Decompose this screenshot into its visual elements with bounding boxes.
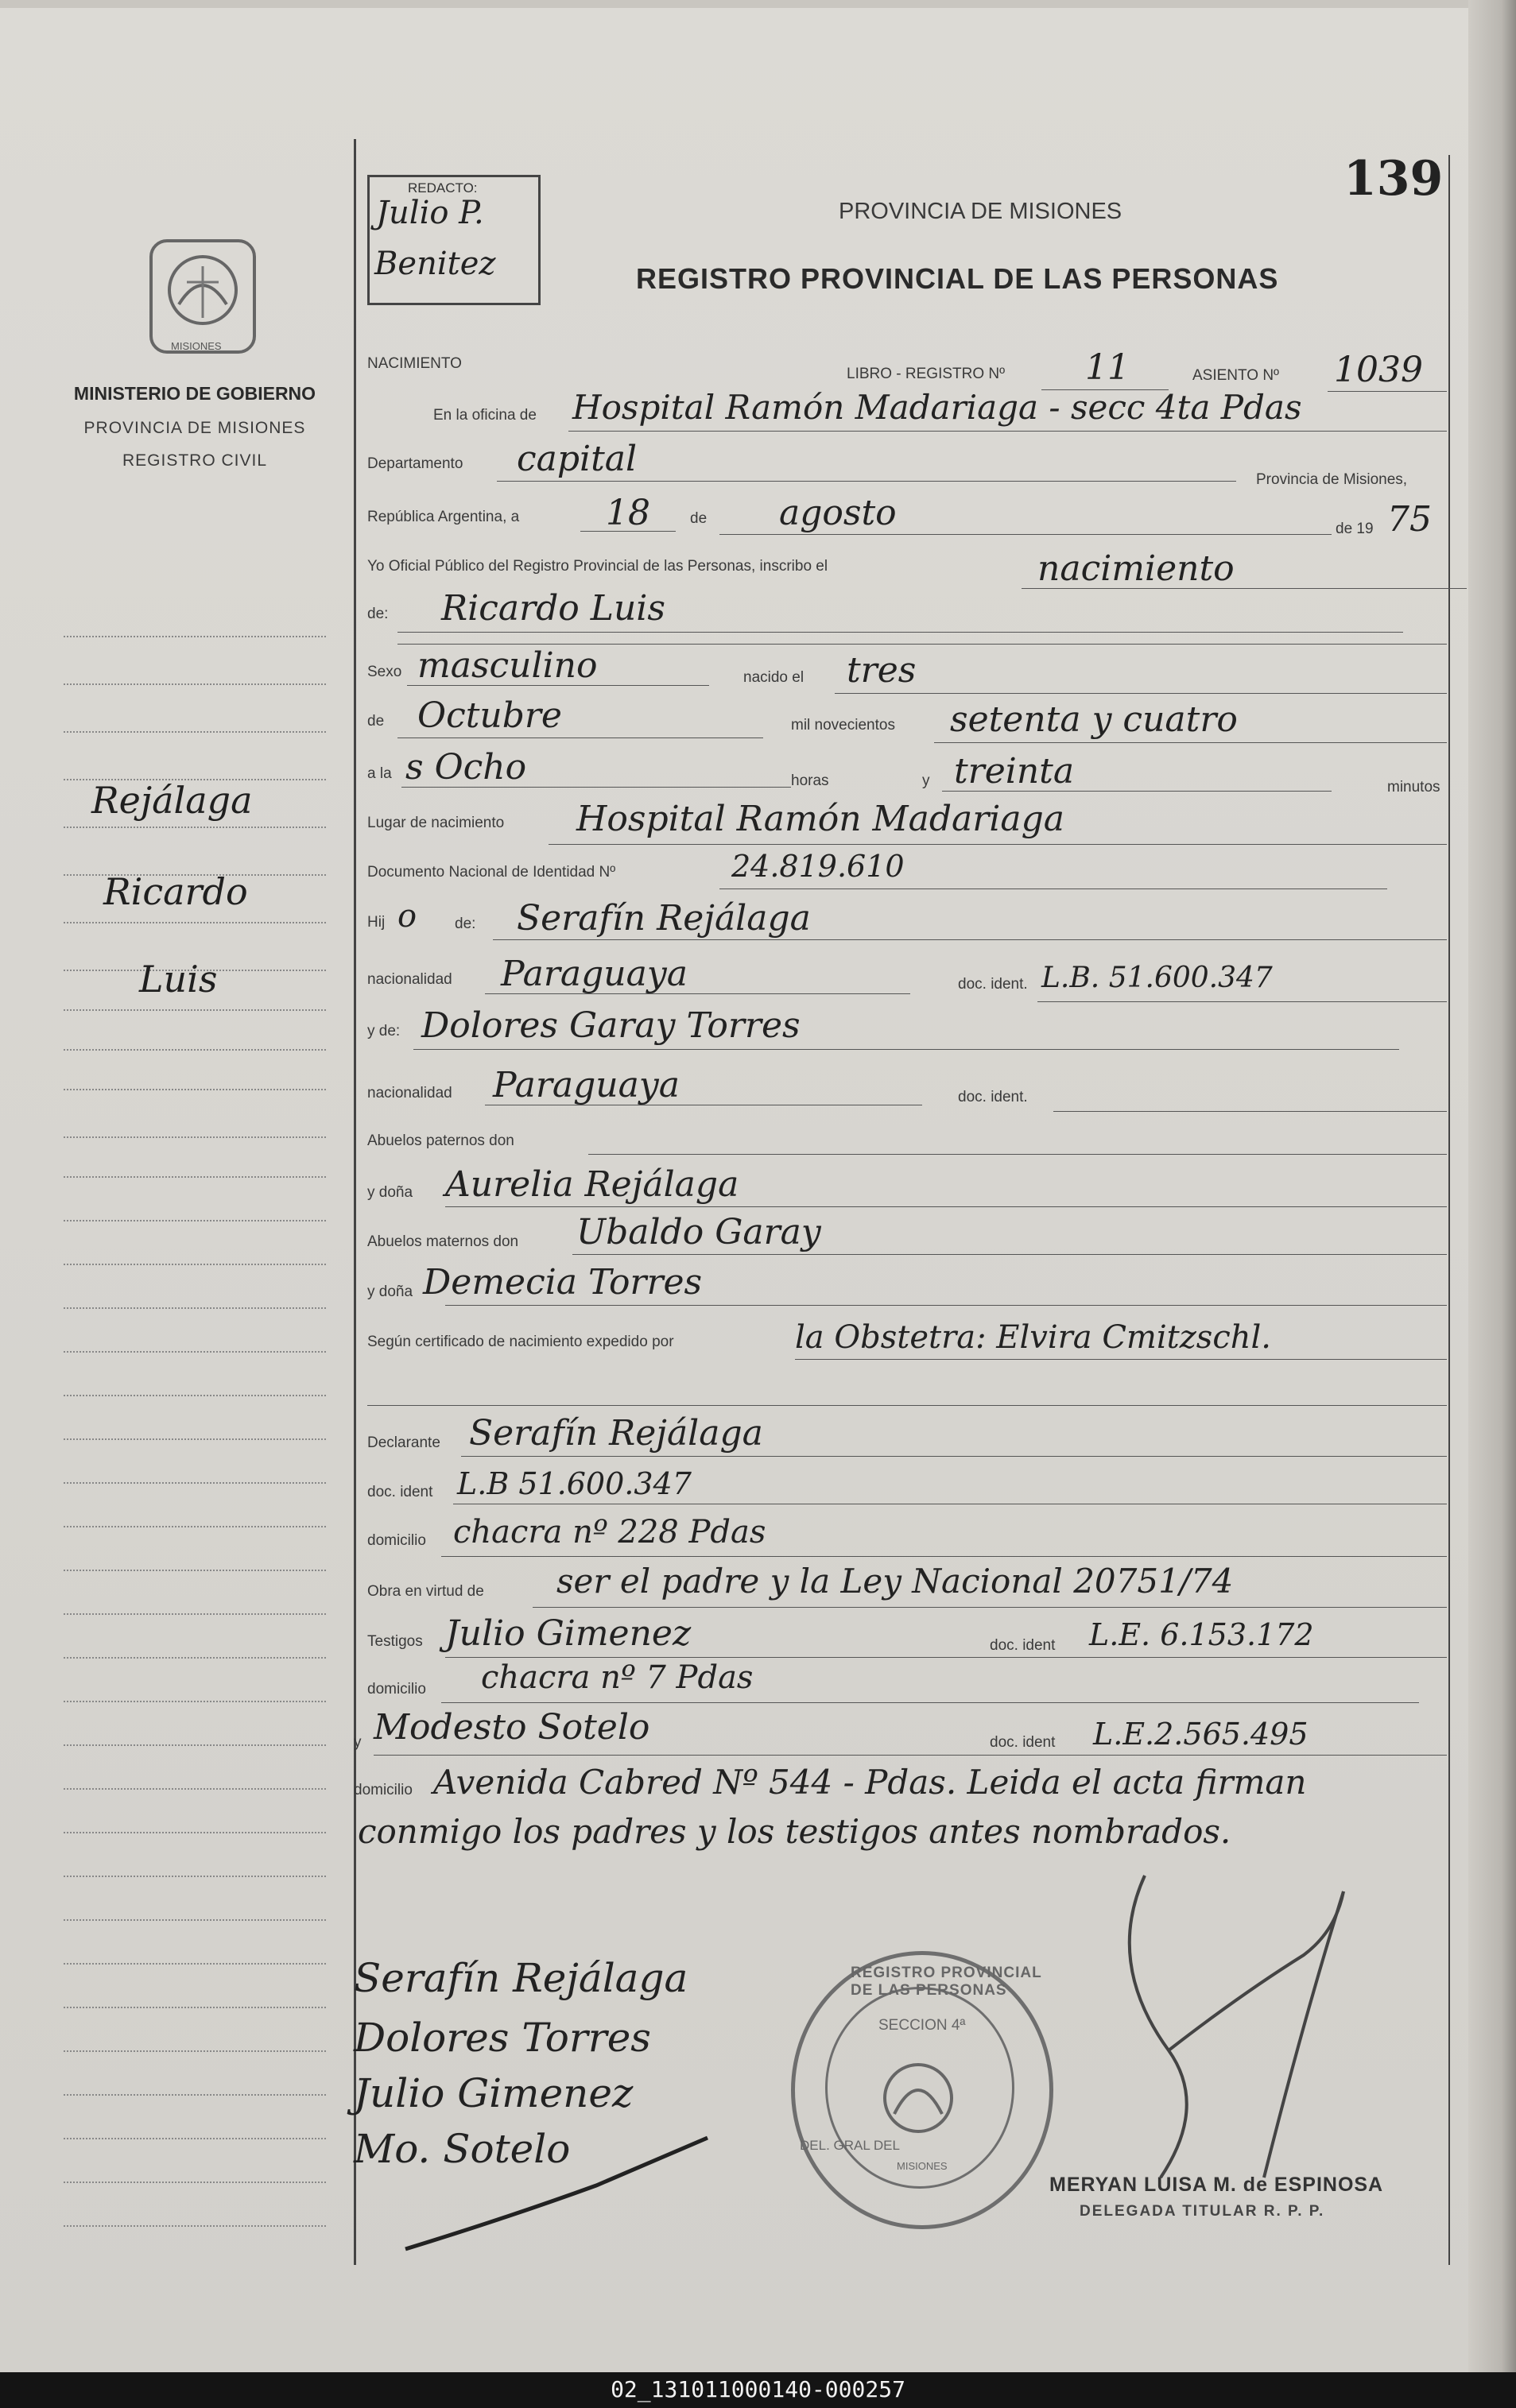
y-label: y [922, 772, 930, 789]
declarante-label: Declarante [367, 1434, 440, 1451]
testigo1-dom-label: domicilio [367, 1681, 426, 1698]
horas-label: horas [791, 772, 829, 789]
closing-text: conmigo los padres y los testigos antes nombrados. [358, 1812, 1231, 1851]
oficial-value: nacimiento [1037, 548, 1235, 589]
padre-doc-label: doc. ident. [958, 976, 1028, 993]
madre-doc-label: doc. ident. [958, 1089, 1028, 1105]
dia-value: 18 [606, 493, 650, 533]
page-right-edge [1468, 0, 1516, 2372]
abuela-pat-value: Aurelia Rejálaga [445, 1164, 739, 1205]
signature-flourish [390, 2130, 723, 2257]
departamento-value: capital [517, 439, 638, 479]
page-number: 139 [1343, 151, 1444, 207]
abuela-pat-label: y doña [367, 1184, 413, 1201]
nacido-label: nacido el [743, 669, 805, 686]
testigo1-doc-value: L.E. 6.153.172 [1089, 1617, 1314, 1652]
certificado-value: la Obstetra: Elvira Cmitzschl. [795, 1319, 1272, 1356]
hijo-de-label: de: [455, 916, 476, 932]
signature-father: Serafín Rejálaga [354, 1955, 688, 2001]
declarante-dom-label: domicilio [367, 1532, 426, 1549]
hora-label: a la [367, 765, 392, 782]
provincia-suffix: Provincia de Misiones, [1256, 471, 1408, 488]
header-province: PROVINCIA DE MISIONES [839, 199, 1122, 224]
padre-nac-label: nacionalidad [367, 971, 452, 988]
mes-nac-label: de [367, 713, 385, 730]
obra-label: Obra en virtud de [367, 1583, 484, 1600]
declarante-doc-value: L.B 51.600.347 [457, 1466, 692, 1501]
oficial-label: Yo Oficial Público del Registro Provincial de las Personas, inscribo el [367, 558, 828, 575]
right-frame-line [1448, 155, 1450, 2265]
declarante-doc-label: doc. ident [367, 1484, 433, 1500]
anio-value: 75 [1387, 499, 1432, 540]
madre-value: Dolores Garay Torres [421, 1005, 801, 1046]
signature-mother: Dolores Torres [354, 2015, 651, 2061]
testigo2-value: Modesto Sotelo [374, 1707, 650, 1748]
padre-nac-value: Paraguaya [501, 954, 688, 994]
margin-first-name: Ricardo [103, 870, 248, 913]
officer-title: DELEGADA TITULAR R. P. P. [1080, 2203, 1325, 2220]
officer-signature [1097, 1844, 1447, 2193]
hijo-label: Hij [367, 914, 386, 931]
lugar-value: Hospital Ramón Madariaga [576, 799, 1064, 839]
dni-value: 24.819.610 [731, 849, 905, 884]
redacto-name-line1: Julio P. [376, 195, 484, 231]
mes-nac-value: Octubre [417, 695, 562, 736]
madre-nac-label: nacionalidad [367, 1085, 452, 1101]
y-de-label: y de: [367, 1023, 401, 1039]
testigo1-value: Julio Gimenez [445, 1613, 692, 1654]
testigo1-dom-value: chacra nº 7 Pdas [481, 1659, 754, 1696]
redacto-box [367, 175, 541, 305]
redacto-name-line2: Benitez [374, 246, 496, 282]
testigo2-dom-value: Avenida Cabred Nº 544 - Pdas. Leida el acta firman [433, 1763, 1307, 1802]
nacimiento-label: NACIMIENTO [367, 355, 462, 372]
mes-value: agosto [779, 493, 897, 533]
hora-value: s Ocho [405, 747, 527, 788]
padre-value: Serafín Rejálaga [517, 898, 811, 939]
asiento-label: ASIENTO Nº [1192, 367, 1279, 384]
sexo-label: Sexo [367, 664, 402, 680]
libro-label: LIBRO - REGISTRO Nº [847, 366, 1006, 382]
declarante-dom-value: chacra nº 228 Pdas [453, 1514, 766, 1550]
redacto-label: REDACTO: [408, 180, 478, 196]
obra-value: ser el padre y la Ley Nacional 20751/74 [556, 1562, 1234, 1601]
signature-witness-2: Mo. Sotelo [354, 2126, 571, 2172]
testigo1-doc-label: doc. ident [990, 1637, 1056, 1654]
abuelos-pat-label: Abuelos paternos don [367, 1132, 514, 1149]
minutos-label: minutos [1387, 779, 1440, 796]
seal-caption: MISIONES [171, 340, 222, 352]
left-registry: REGISTRO CIVIL [122, 451, 268, 470]
officer-name: MERYAN LUISA M. de ESPINOSA [1049, 2174, 1384, 2196]
testigo2-dom-label: domicilio [354, 1782, 413, 1798]
asiento-value: 1039 [1334, 350, 1423, 390]
oficina-value: Hospital Ramón Madariaga - secc 4ta Pdas [572, 388, 1302, 427]
lugar-label: Lugar de nacimiento [367, 815, 505, 831]
ministry-name: MINISTERIO DE GOBIERNO [73, 383, 316, 404]
departamento-label: Departamento [367, 455, 463, 472]
testigo2-doc-label: doc. ident [990, 1734, 1056, 1751]
stamp-emblem [870, 2050, 966, 2146]
declarante-value: Serafín Rejálaga [469, 1413, 763, 1454]
madre-nac-value: Paraguaya [493, 1065, 680, 1105]
mil-label: mil novecientos [791, 717, 895, 734]
stamp-section: SECCION 4ª [878, 2017, 966, 2034]
abuelo-mat-value: Ubaldo Garay [576, 1212, 821, 1252]
nombre-value: Ricardo Luis [441, 588, 665, 629]
page-top-edge [0, 0, 1516, 8]
y-label-2: y [354, 1734, 362, 1751]
padre-doc-value: L.B. 51.600.347 [1041, 962, 1273, 994]
dni-label: Documento Nacional de Identidad Nº [367, 864, 616, 881]
testigos-label: Testigos [367, 1633, 423, 1650]
stamp-side-text: DEL. GRAL DEL [800, 2138, 900, 2153]
anio-label: de 19 [1336, 521, 1374, 537]
stamp-ring-text: REGISTRO PROVINCIAL DE LAS PERSONAS [851, 1965, 1042, 1999]
stamp-mid-text: MISIONES [897, 2160, 948, 2172]
abuelos-mat-label: Abuelos maternos don [367, 1233, 519, 1250]
margin-surname: Rejálaga [91, 779, 253, 822]
header-registry: REGISTRO PROVINCIAL DE LAS PERSONAS [636, 262, 1279, 295]
nacido-value: tres [847, 650, 917, 691]
de-label: de [690, 510, 708, 527]
oficina-label: En la oficina de [433, 407, 537, 424]
republica-label: República Argentina, a [367, 509, 520, 525]
minutos-value: treinta [954, 751, 1075, 792]
abuela-mat-value: Demecia Torres [423, 1262, 703, 1303]
signature-witness-1: Julio Gimenez [354, 2070, 634, 2116]
testigo2-doc-value: L.E.2.565.495 [1093, 1717, 1309, 1752]
hijo-suffix: o [397, 898, 417, 935]
libro-value: 11 [1085, 347, 1130, 388]
mil-value: setenta y cuatro [950, 699, 1238, 740]
margin-middle-name: Luis [139, 958, 218, 1001]
abuela-mat-label: y doña [367, 1283, 413, 1300]
official-stamp [791, 1951, 1053, 2229]
left-province: PROVINCIA DE MISIONES [83, 419, 306, 437]
certificado-label: Según certificado de nacimiento expedido por [367, 1334, 674, 1350]
image-filename: 02_131011000140-000257 [611, 2376, 905, 2402]
left-frame-line [354, 139, 356, 2265]
de-nombre-label: de: [367, 606, 389, 622]
sexo-value: masculino [417, 645, 598, 686]
